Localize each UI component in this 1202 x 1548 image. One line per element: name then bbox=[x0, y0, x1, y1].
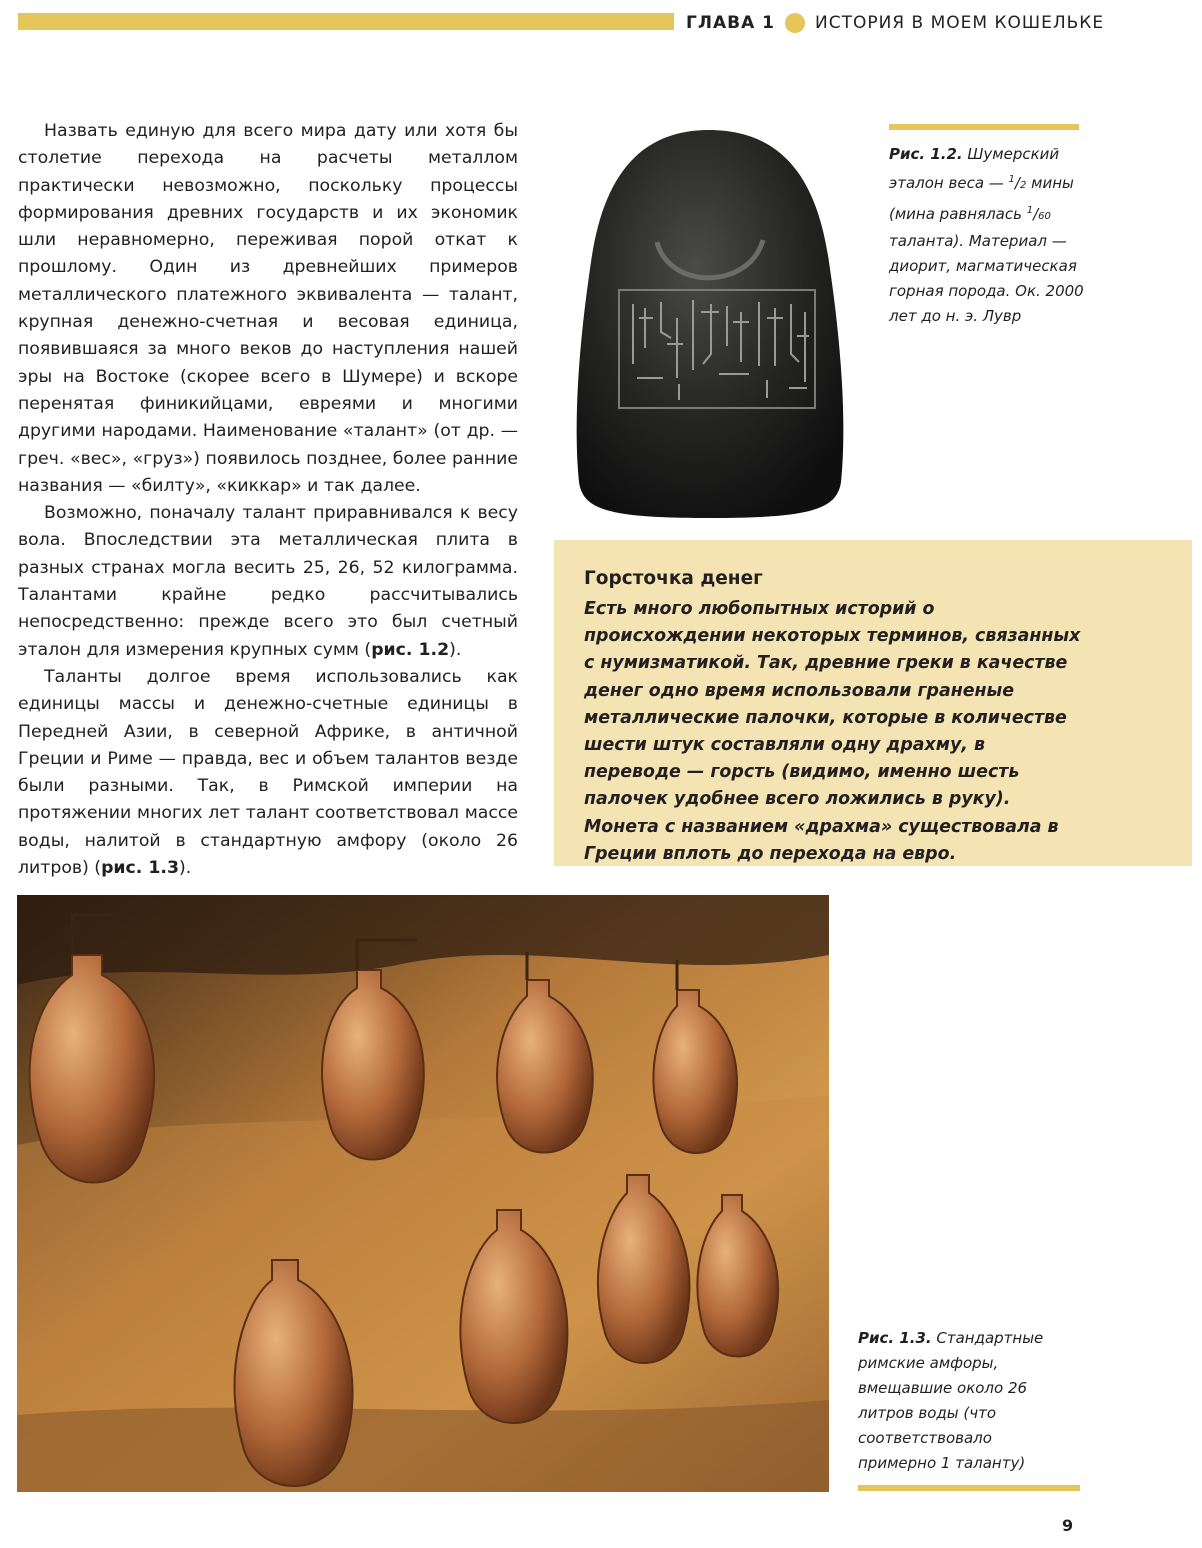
body-text bbox=[18, 118, 518, 882]
figure-ref-1-3: рис. 1.3 bbox=[101, 858, 179, 879]
sidebar-box bbox=[554, 540, 1192, 866]
caption-label: Рис. 1.3. bbox=[858, 1329, 932, 1347]
chapter-label: ГЛАВА 1 bbox=[686, 13, 775, 33]
caption-rule-1-3 bbox=[858, 1485, 1080, 1491]
running-header bbox=[686, 10, 1104, 36]
paragraph-3: Таланты долгое время использовались как единицы массы и денежно-счетные единицы в Передней Азии, в северной Африке, в античной Греции и Риме — правда, вес и объем талантов везде были разными. Так, в Римской империи на протяжении многих лет талант соответствовал массе воды, налитой в стандартную амфору (около 26 литров) (рис. 1.3). bbox=[18, 666, 518, 879]
paragraph-1: Назвать единую для всего мира дату или хотя бы столетие перехода на расчеты металлом практически невозможно, поскольку процессы формирования древних государств и их экономик шли неравномерно, переживая порой откат к прошлому. Один из древнейших примеров металлического платежного эквивалента — талант, крупная денежно-счетная и весовая единица, появившаяся за много веков до наступления нашей эры на Востоке (скорее всего в Шумере) и вскоре перенятая финикийцами, евреями и многими другими народами. Наименование «талант» (от др. — греч. «вес», «груз») появилось позднее, более ранние названия — «билту», «киккар» и так далее. bbox=[18, 121, 518, 496]
caption-label: Рис. 1.2. bbox=[889, 145, 963, 163]
chapter-title: ИСТОРИЯ В МОЕМ КОШЕЛЬКЕ bbox=[814, 13, 1105, 33]
figure-ref-1-2: рис. 1.2 bbox=[371, 639, 450, 660]
caption-rule-1-2 bbox=[889, 124, 1079, 130]
header-dot-icon bbox=[785, 13, 805, 33]
caption-fig-1-3: Рис. 1.3. Стандартные римские амфоры, вмещавшие около 26 литров воды (что соответствовало примерно 1 таланту) bbox=[858, 1329, 1044, 1472]
sumerian-weight-stone-photo bbox=[569, 122, 849, 520]
header-rule bbox=[18, 13, 674, 30]
paragraph-2: Возможно, поначалу талант приравнивался к весу вола. Впоследствии эта металлическая плита в разных странах могла весить 25, 26, 52 килограмма. Талантами крайне редко рассчитывались непосредственно: прежде всего это был счетный эталон для измерения крупных сумм (рис. 1.2). bbox=[18, 503, 518, 660]
page-number: 9 bbox=[1062, 1516, 1074, 1535]
caption-fig-1-2: Рис. 1.2. Шумерский эталон веса — $^1$/2 мины (мина равнялась $^1$/60 таланта). Материал — диорит, магматическая горная порода. Ок. 2000 лет до н. э. Лувр bbox=[889, 145, 1084, 325]
roman-amphorae-photo bbox=[17, 895, 829, 1492]
sidebar-title: Горсточка денег bbox=[584, 568, 763, 589]
sidebar-text: Есть много любопытных историй о происхождении некоторых терминов, связанных с нумизматикой. Так, древние греки в качестве денег одно время использовали граненые металлические палочки, которые в количестве шести штук составляли одну драхму, в переводе — горсть (видимо, именно шесть палочек удобнее всего ложились в руку). Монета с названием «драхма» существовала в Греции вплоть до перехода на евро. bbox=[584, 599, 1081, 864]
